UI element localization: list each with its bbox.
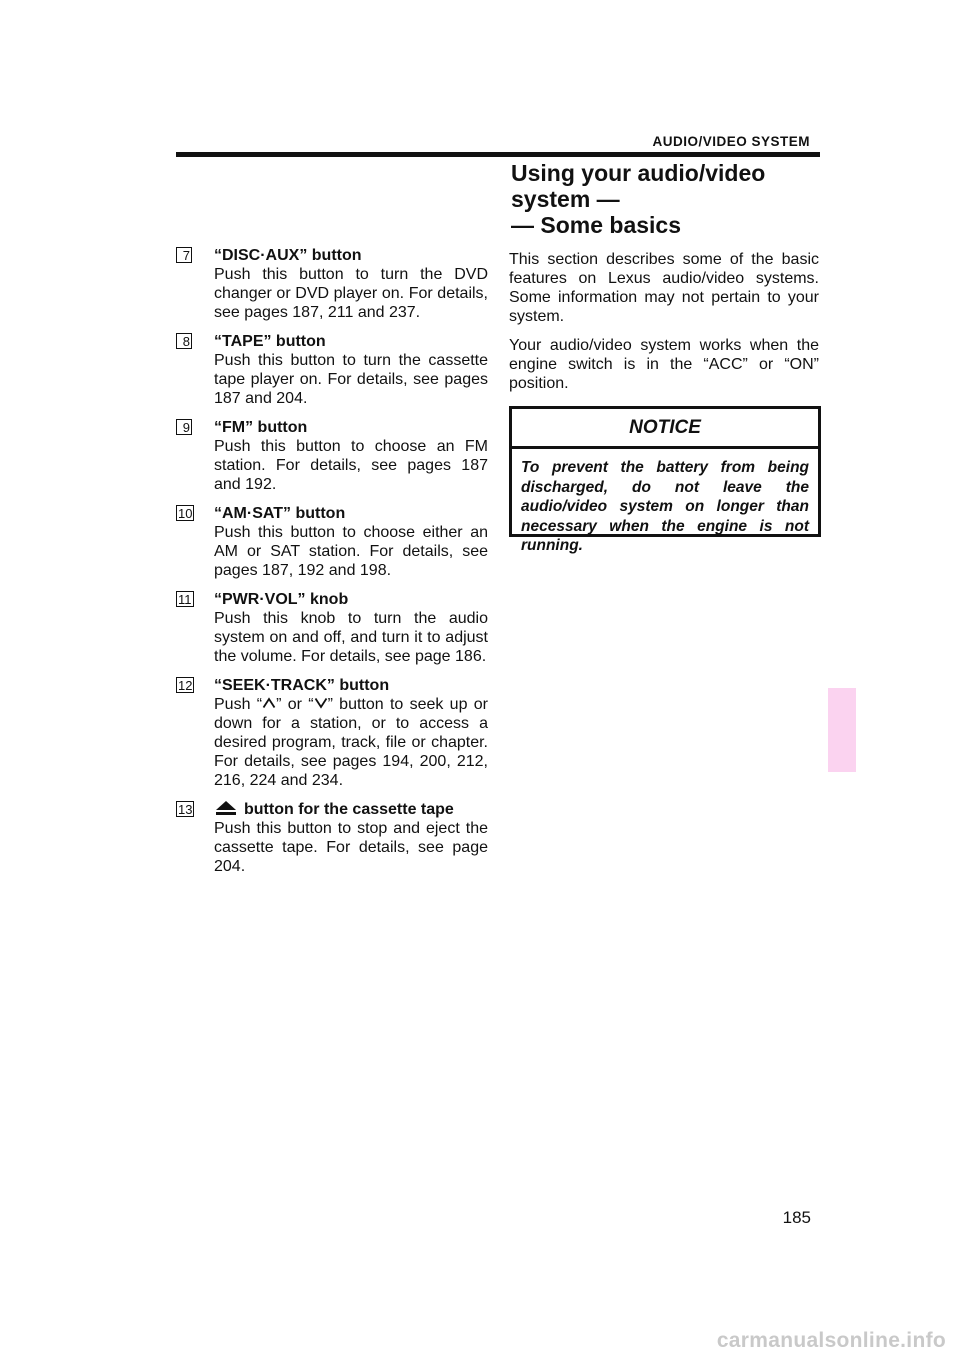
- list-item-seek-track: [176, 676, 488, 790]
- intro-paragraph: This section describes some of the basic features on Lexus audio/video systems. Some information may not pertain to your system.: [509, 251, 819, 325]
- heading-line: — Some basics: [511, 212, 682, 238]
- item-body: Push this button to turn the DVD changer or DVD player on. For details, see pages 187, 211 and 237.: [214, 266, 488, 321]
- item-body: Push this button to turn the cassette tape player on. For details, see pages 187 and 204.: [214, 352, 488, 407]
- body-mid: ” or “: [276, 696, 314, 713]
- header-rule: [176, 152, 820, 157]
- item-title: “SEEK·TRACK” button: [214, 677, 390, 694]
- intro-paragraph: Your audio/video system works when the engine switch is in the “ACC” or “ON” position.: [509, 337, 819, 392]
- notice-title: NOTICE: [629, 416, 701, 438]
- item-body: Push this button to choose either an AM or SAT station. For details, see pages 187, 192 and 198.: [214, 524, 488, 579]
- section-side-tab: [828, 688, 856, 772]
- list-item-disc-aux: [176, 246, 488, 322]
- heading-line: Using your audio/video: [511, 160, 766, 186]
- body-prefix: Push “: [214, 696, 263, 713]
- item-number: 9: [176, 419, 192, 435]
- notice-box: [509, 406, 821, 554]
- button-descriptions: [176, 246, 488, 886]
- item-number: 13: [178, 802, 193, 817]
- notice-header: [512, 409, 818, 449]
- list-item-pwr-vol: [176, 590, 488, 666]
- item-title: button for the cassette tape: [244, 801, 454, 818]
- body-suffix: ” button to seek up or down for a station, or to access a desired program, track, file or chapter. For details, see pages 194, 200, 212, 216, 224 and 234.: [214, 696, 488, 789]
- item-body: Push this button to stop and eject the cassette tape. For details, see page 204.: [214, 820, 488, 875]
- item-number: 11: [178, 592, 192, 607]
- item-body: Push this button to choose an FM station. For details, see pages 187 and 192.: [214, 438, 488, 493]
- item-title: “AM·SAT” button: [214, 505, 346, 522]
- eject-icon: [214, 800, 238, 816]
- item-title-row: [214, 800, 488, 819]
- list-item-tape: [176, 332, 488, 408]
- list-item-eject: [176, 800, 488, 876]
- list-item-am-sat: [176, 504, 488, 580]
- intro-text: [509, 250, 819, 403]
- item-title: “PWR·VOL” knob: [214, 591, 349, 608]
- item-number: 7: [176, 247, 192, 263]
- section-title: AUDIO/VIDEO SYSTEM: [652, 134, 810, 149]
- list-item-fm: [176, 418, 488, 494]
- item-title: “TAPE” button: [214, 333, 326, 350]
- item-number: 8: [176, 333, 192, 349]
- item-title: “FM” button: [214, 419, 308, 436]
- watermark: carmanualsonline.info: [716, 1329, 946, 1352]
- item-title: “DISC·AUX” button: [214, 247, 362, 264]
- item-body: [214, 695, 488, 790]
- chevron-down-icon: [314, 695, 328, 707]
- item-number: 10: [178, 506, 193, 521]
- chevron-up-icon: [262, 695, 276, 707]
- page-heading: [511, 160, 811, 238]
- item-body: Push this knob to turn the audio system on and off, and turn it to adjust the volume. For details, see page 186.: [214, 610, 488, 665]
- heading-line: system —: [511, 186, 620, 212]
- item-number: 12: [178, 678, 193, 693]
- page-number: 185: [782, 1208, 811, 1227]
- notice-body: To prevent the battery from being discharged, do not leave the audio/video system on longer than necessary when the engine is not running.: [521, 459, 809, 554]
